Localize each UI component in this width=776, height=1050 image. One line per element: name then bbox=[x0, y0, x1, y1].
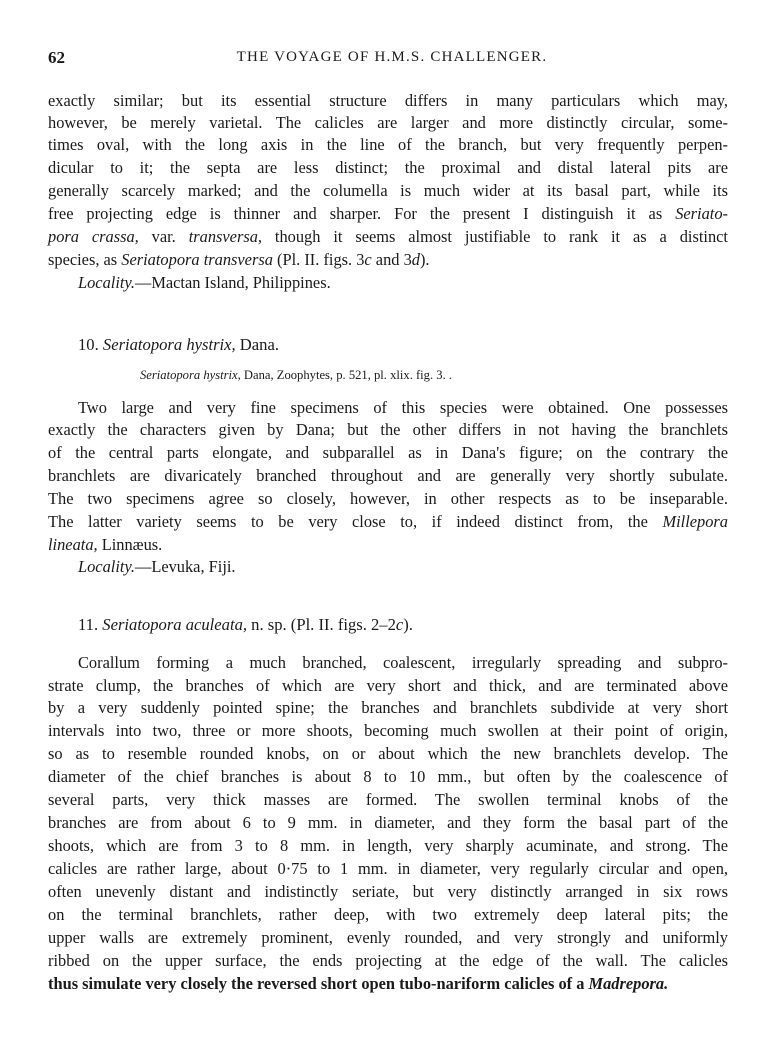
paragraph-line: so as to resemble rounded knobs, on or about which the new branchlets develop. The bbox=[48, 744, 728, 763]
paragraph-line: generally scarcely marked; and the columella is much wider at its basal part, while its bbox=[48, 181, 728, 200]
species-heading: 11. Seriatopora aculeata, n. sp. (Pl. II. figs. 2–2c). bbox=[78, 615, 413, 634]
paragraph-line: often unevenly distant and indistinctly seriate, but very distinctly arranged in six rows bbox=[48, 882, 728, 901]
paragraph-line: lineata, Linnæus. bbox=[48, 535, 163, 554]
paragraph-line: of the central parts elongate, and subparallel as in Dana's figure; on the contrary the bbox=[48, 443, 728, 462]
synonymy-reference: Seriatopora hystrix, Dana, Zoophytes, p. 521, pl. xlix. fig. 3. . bbox=[140, 368, 453, 382]
paragraph-line: several parts, very thick masses are formed. The swollen terminal knobs of the bbox=[48, 790, 728, 809]
paragraph-line: strate clump, the branches of which are very short and thick, and are terminated above bbox=[48, 676, 728, 695]
paragraph-line: branches are from about 6 to 9 mm. in diameter, and they form the basal part of the bbox=[48, 813, 728, 832]
taxon-name: pora crassa, bbox=[48, 227, 139, 246]
paragraph-line: shoots, which are from 3 to 8 mm. in length, very sharply acuminate, and strong. The bbox=[48, 836, 728, 855]
paragraph-line: times oval, with the long axis in the line of the branch, but very frequently perpen- bbox=[48, 135, 728, 154]
paragraph-line: by a very suddenly pointed spine; the branches and branchlets subdivide at very short bbox=[48, 698, 728, 717]
paragraph-line: Corallum forming a much branched, coalescent, irregularly spreading and subpro- bbox=[78, 653, 728, 672]
paragraph-line: intervals into two, three or more shoots, becoming much swollen at their point of origin, bbox=[48, 721, 728, 740]
paragraph-line: diameter of the chief branches is about 8 to 10 mm., but often by the coalescence of bbox=[48, 767, 728, 786]
paragraph-line: however, be merely varietal. The calicles are larger and more distinctly circular, some- bbox=[48, 113, 728, 132]
paragraph-line: free projecting edge is thinner and sharper. For the present I distinguish it as Seriato- bbox=[48, 204, 728, 223]
paragraph-line: upper walls are extremely prominent, evenly rounded, and very strongly and uniformly bbox=[48, 928, 728, 947]
taxon-name: Millepora bbox=[662, 512, 728, 531]
running-head bbox=[48, 48, 736, 72]
paragraph-line: on the terminal branchlets, rather deep, with two extremely deep lateral pits; the bbox=[48, 905, 728, 924]
paragraph-line: exactly similar; but its essential structure differs in many particulars which may, bbox=[48, 91, 728, 110]
paragraph-line: dicular to it; the septa are less distinct; the proximal and distal lateral pits are bbox=[48, 158, 728, 177]
species-heading: 10. Seriatopora hystrix, Dana. bbox=[78, 335, 279, 354]
taxon-name: Madrepora. bbox=[588, 974, 669, 993]
locality-line: Locality.—Levuka, Fiji. bbox=[78, 557, 236, 576]
locality-label: Locality. bbox=[78, 273, 135, 292]
paragraph-line: exactly the characters given by Dana; but the other differs in not having the branchlets bbox=[48, 420, 728, 439]
paragraph-line: thus simulate very closely the reversed short open tubo-nariform calicles of a Madrepora. bbox=[48, 974, 669, 993]
taxon-name: transversa, bbox=[188, 227, 262, 246]
paragraph-line: species, as Seriatopora transversa (Pl. II. figs. 3c and 3d). bbox=[48, 250, 430, 269]
paragraph-line: The latter variety seems to be very close to, if indeed distinct from, the Millepora bbox=[48, 512, 728, 531]
locality-line: Locality.—Mactan Island, Philippines. bbox=[78, 273, 331, 292]
paragraph-line: The two specimens agree so closely, however, in other respects as to be inseparable. bbox=[48, 489, 728, 508]
locality-label: Locality. bbox=[78, 557, 135, 576]
species-name: Seriatopora aculeata, bbox=[102, 615, 248, 634]
paragraph-line: Two large and very fine specimens of this species were obtained. One possesses bbox=[78, 398, 728, 417]
paragraph-line: pora crassa, var. transversa, though it seems almost justifiable to rank it as a distinct bbox=[48, 227, 728, 246]
running-title: THE VOYAGE OF H.M.S. CHALLENGER. bbox=[236, 49, 548, 65]
species-name: Seriatopora hystrix, bbox=[102, 335, 236, 354]
paragraph-line: ribbed on the upper surface, the ends projecting at the edge of the wall. The calicles bbox=[48, 951, 728, 970]
page-number: 62 bbox=[48, 48, 65, 67]
paragraph-line: branchlets are divaricately branched throughout and are generally very shortly subulate. bbox=[48, 466, 728, 485]
taxon-name: Seriato- bbox=[675, 204, 728, 223]
taxon-name: lineata, bbox=[48, 535, 98, 554]
paragraph-line: calicles are rather large, about 0·75 to 1 mm. in diameter, very regularly circular and open, bbox=[48, 859, 728, 878]
taxon-name: Seriatopora transversa bbox=[121, 250, 273, 269]
